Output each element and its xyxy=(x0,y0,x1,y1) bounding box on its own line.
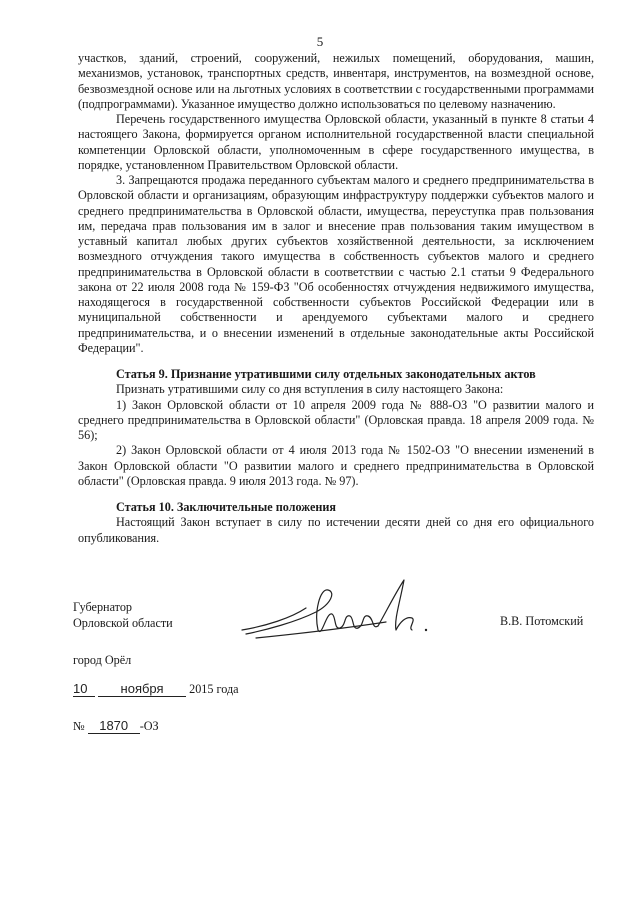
signatory-name: В.В. Потомский xyxy=(500,614,584,628)
page-number: 5 xyxy=(316,34,324,49)
article-10-text: Настоящий Закон вступает в силу по истечении десяти дней со дня его официального опубликования. xyxy=(78,515,594,545)
number-prefix: № xyxy=(73,719,85,733)
handwritten-signature xyxy=(236,572,436,652)
law-text xyxy=(78,51,594,546)
article-9-title: Статья 9. Признание утратившими силу отдельных законодательных актов xyxy=(116,367,536,381)
date-year: 2015 года xyxy=(189,682,239,696)
paragraph: участков, зданий, строений, сооружений, нежилых помещений, оборудования, машин, механизмов, установок, транспортных средств, инвентаря, инструментов, на возмездной основе, безвозмездной основе или на льготных условиях в соответствии с государственными программами (подпрограммами). Указанное имущество должно использоваться по целевому назначению. xyxy=(78,51,595,111)
date-day: 10 xyxy=(73,681,95,697)
paragraph: Перечень государственного имущества Орловской области, указанный в пункте 8 статьи 4 настоящего Закона, формируется органом исполнительной государственной власти специальной компетенции Орловской области, уполномоченным в сфере государственного имущества, в порядке, установленном Правительством Орловской области. xyxy=(78,112,594,172)
article-9-item: 2) Закон Орловской области от 4 июля 2013 года № 1502-ОЗ "О внесении изменений в Закон Орловской области "О развитии малого и среднего предпринимательства в Орловской области" (Орловская правда. 9 июля 2013 года. № 97). xyxy=(78,443,594,488)
position-line: Орловской области xyxy=(73,615,173,630)
date-month: ноября xyxy=(98,681,186,697)
number-value: 1870 xyxy=(88,718,140,734)
signing-date xyxy=(73,681,239,697)
paragraph: 3. Запрещаются продажа переданного субъектам малого и среднего предпринимательства в Орловской области и организациям, образующим инфраструктуру поддержки субъектов малого и среднего предпринимательства в Орловской области, имущества, переуступка прав пользования им, передача прав пользования им в залог и внесение прав пользования таким имуществом в уставный капитал любых других субъектов хозяйственной деятельности, за исключением возмездного отчуждения такого имущества в собственность субъектов малого и среднего предпринимательства в Орловской области в соответствии с частью 2.1 статьи 9 Федерального закона от 22 июля 2008 года № 159-ФЗ "Об особенностях отчуждения недвижимого имущества, находящегося в государственной собственности субъектов Российской Федерации или в муниципальной собственности и арендуемого субъектами малого и среднего предпринимательства, и о внесении изменений в отдельные законодательные акты Российской Федерации". xyxy=(78,173,594,355)
article-9-item: 1) Закон Орловской области от 10 апреля 2009 года № 888-ОЗ "О развитии малого и среднего предпринимательства в Орловской области" (Орловская правда. 18 апреля 2009 года. № 56); xyxy=(78,397,594,442)
number-suffix: -ОЗ xyxy=(139,719,159,733)
position-line: Губернатор xyxy=(73,600,133,614)
law-number xyxy=(73,718,159,734)
article-9-intro: Признать утратившими силу со дня вступления в силу настоящего Закона: xyxy=(116,382,504,397)
city: город Орёл xyxy=(73,653,132,667)
signatory-position xyxy=(73,600,173,631)
article-10-title: Статья 10. Заключительные положения xyxy=(116,500,337,514)
